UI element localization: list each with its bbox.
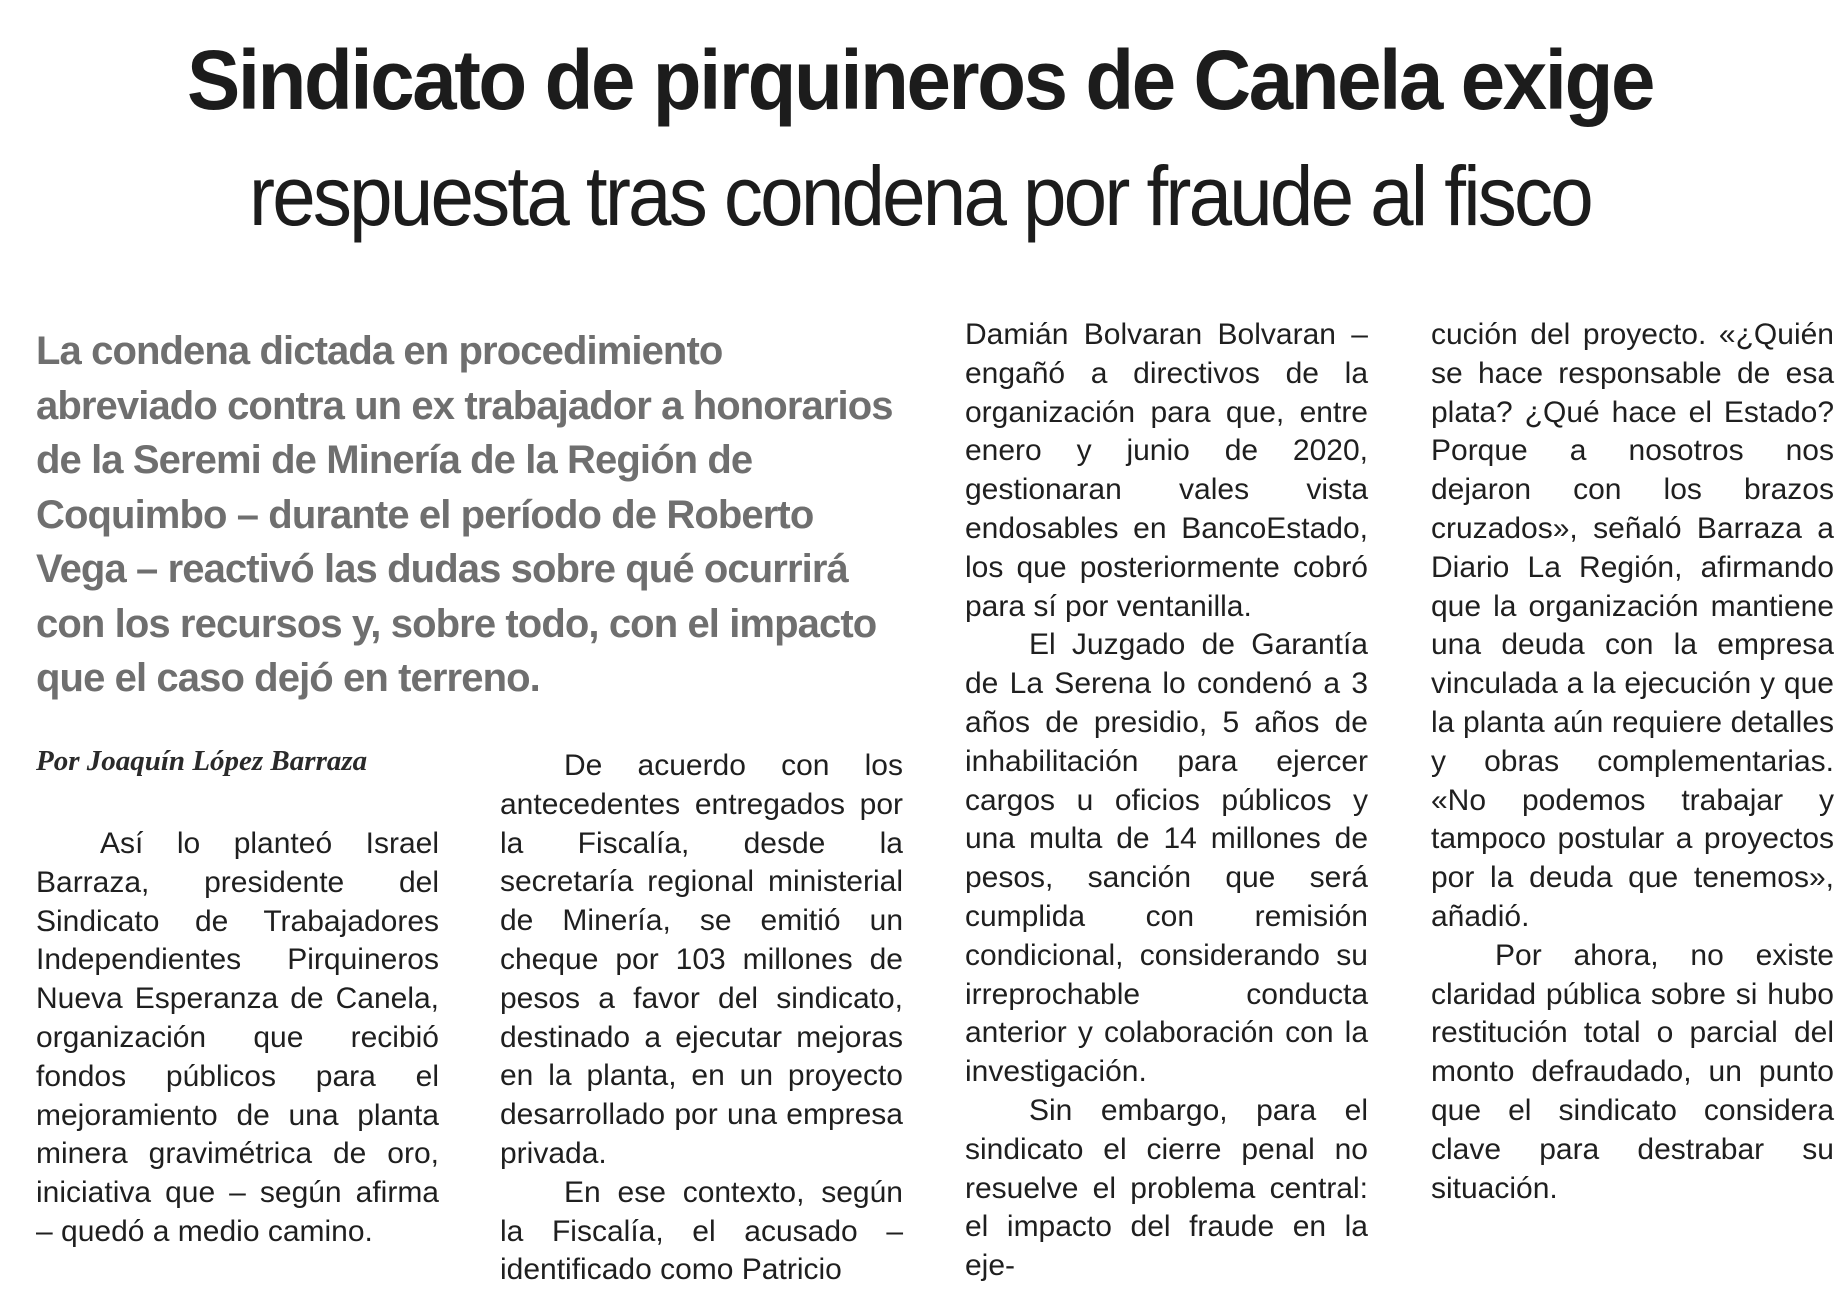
paragraph: cución del proyecto. «¿Quién se hace responsable de esa plata? ¿Qué hace el Estado? Porque a nosotros nos dejaron con los brazos cruzados», señaló Barraza a Diario La Región, afirmando que la organización mantiene una deuda con la empresa vinculada a la ejecución y que la planta aún requiere detalles y obras complementarias. «No podemos trabajar y tampoco postular a proyectos por la deuda que tenemos», añadió. <box>1431 318 1834 933</box>
article-column-3 <box>965 316 1368 1286</box>
paragraph: Damián Bolvaran Bolvaran – engañó a directivos de la organización para que, entre enero y junio de 2020, gestionaran vales vista endosables en BancoEstado, los que posteriormente cobró para sí por ventanilla. <box>965 318 1368 623</box>
paragraph: En ese contexto, según la Fiscalía, el acusado – identificado como Patricio <box>500 1175 903 1287</box>
article-column-1 <box>36 825 439 1252</box>
headline-line-2: respuesta tras condena por fraude al fisco <box>249 149 1591 243</box>
lead-paragraph: La condena dictada en procedimiento abreviado contra un ex trabajador a honorarios de la Seremi de Minería de la Región de Coquimbo – durante el período de Roberto Vega – reactivó las dudas sobre qué ocurrirá con los recursos y, sobre todo, con el impacto que el caso dejó en terreno. <box>36 329 893 700</box>
headline-line-1: Sindicato de pirquineros de Canela exige <box>187 33 1653 127</box>
paragraph: Así lo planteó Israel Barraza, presidente del Sindicato de Trabajadores Independientes Pirquineros Nueva Esperanza de Canela, organización que recibió fondos públicos para el mejoramiento de una planta minera gravimétrica de oro, iniciativa que – según afirma – quedó a medio camino. <box>36 827 439 1248</box>
article-column-2 <box>500 747 903 1290</box>
paragraph: El Juzgado de Garantía de La Serena lo condenó a 3 años de presidio, 5 años de inhabilitación para ejercer cargos u oficios públicos y una multa de 14 millones de pesos, sanción que será cumplida con remisión condicional, considerando su irreprochable conducta anterior y colaboración con la investigación. <box>965 628 1368 1089</box>
paragraph: Por ahora, no existe claridad pública sobre si hubo restitución total o parcial del monto defraudado, un punto que el sindicato considera clave para destrabar su situación. <box>1431 938 1834 1205</box>
byline: Por Joaquín López Barraza <box>36 745 368 777</box>
paragraph: De acuerdo con los antecedentes entregados por la Fiscalía, desde la secretaría regional ministerial de Minería, se emitió un cheque por 103 millones de pesos a favor del sindicato, destinado a ejecutar mejoras en la planta, en un proyecto desarrollado por una empresa privada. <box>500 749 903 1170</box>
article-column-4 <box>1431 316 1834 1208</box>
paragraph: Sin embargo, para el sindicato el cierre penal no resuelve el problema central: el impacto del fraude en la eje- <box>965 1093 1368 1283</box>
headline <box>0 30 1840 246</box>
